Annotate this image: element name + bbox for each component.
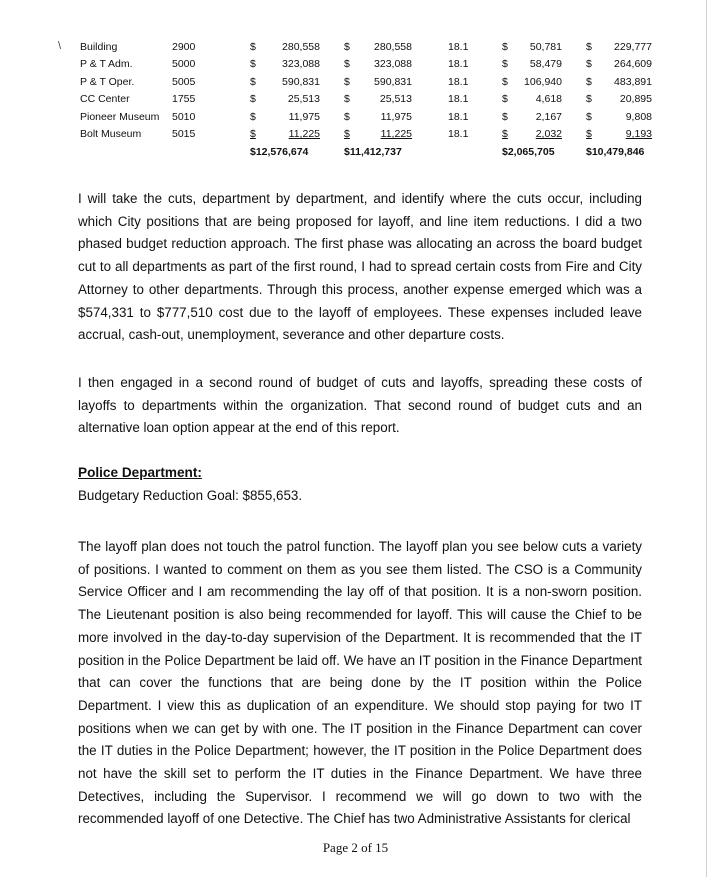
amount-col1: 25,513 bbox=[287, 93, 320, 106]
amount-col2: 11,975 bbox=[380, 110, 412, 123]
spacer bbox=[320, 73, 344, 91]
spacer bbox=[412, 56, 448, 74]
currency-symbol: $ bbox=[344, 128, 350, 141]
amount-col1: 11,975 bbox=[288, 110, 320, 123]
amount-col4: 229,777 bbox=[614, 40, 652, 53]
spacer bbox=[562, 56, 586, 74]
amount-col3: 2,167 bbox=[535, 110, 562, 123]
currency-symbol: $ bbox=[502, 128, 508, 141]
paragraph-cuts-approach: I will take the cuts, department by department, and identify where the cuts occur, including which City positions that are being proposed for layoff, and line item reductions. I did a two phased budget reduction approach. The first phase was allocating an across the board budget cut to all departments as part of the first round, I had to spread certain costs from Fire and City Attorney to other departments. Through this process, another expense emerged which was a $574,331 to $777,510 cost due to the layoff of employees. These expenses included leave accrual, cash-out, unemployment, severance and other departure costs. bbox=[78, 191, 642, 343]
paragraph-second-round: I then engaged in a second round of budget of cuts and layoffs, spreading these costs of layoffs to departments within the organization. That second round of budget cuts and an alternative loan option appear at the end of this report. bbox=[78, 375, 642, 436]
currency-symbol: $ bbox=[344, 110, 350, 123]
spacer bbox=[448, 143, 502, 161]
spacer bbox=[320, 108, 344, 126]
currency-symbol: $ bbox=[502, 93, 508, 106]
department-name: P & T Adm. bbox=[80, 58, 133, 71]
spacer bbox=[412, 38, 448, 56]
spacer bbox=[412, 143, 448, 161]
table-row bbox=[80, 56, 652, 74]
total-col3: $2,065,705 bbox=[502, 145, 555, 158]
total-col4: $10,479,846 bbox=[586, 145, 645, 158]
currency-symbol: $ bbox=[586, 110, 592, 123]
amount-col3: 50,781 bbox=[529, 40, 562, 53]
department-name: CC Center bbox=[80, 93, 130, 106]
currency-symbol: $ bbox=[344, 58, 350, 71]
currency-symbol: $ bbox=[250, 128, 256, 141]
spacer bbox=[320, 38, 344, 56]
currency-symbol: $ bbox=[502, 40, 508, 53]
currency-symbol: $ bbox=[502, 110, 508, 123]
spacer bbox=[562, 126, 586, 144]
currency-symbol: $ bbox=[586, 40, 592, 53]
table-row bbox=[80, 73, 652, 91]
currency-symbol: $ bbox=[586, 128, 592, 141]
budget-table bbox=[80, 38, 652, 161]
spacer bbox=[320, 91, 344, 109]
amount-col3: 58,479 bbox=[529, 58, 562, 71]
margin-mark: \ bbox=[58, 40, 62, 52]
table-row bbox=[80, 108, 652, 126]
amount-col2: 11,225 bbox=[380, 128, 412, 141]
currency-symbol: $ bbox=[502, 58, 508, 71]
spacer bbox=[562, 143, 586, 161]
amount-col4: 9,193 bbox=[625, 128, 652, 141]
amount-col4: 9,808 bbox=[625, 110, 652, 123]
department-name: Pioneer Museum bbox=[80, 110, 160, 123]
department-code: 5015 bbox=[172, 128, 196, 141]
spacer bbox=[172, 143, 250, 161]
department-name: P & T Oper. bbox=[80, 75, 135, 88]
currency-symbol: $ bbox=[250, 58, 256, 71]
total-col1: $12,576,674 bbox=[250, 145, 309, 158]
department-code: 2900 bbox=[172, 40, 196, 53]
currency-symbol: $ bbox=[586, 58, 592, 71]
department-code: 5000 bbox=[172, 58, 196, 71]
spacer bbox=[320, 56, 344, 74]
currency-symbol: $ bbox=[250, 110, 256, 123]
spacer bbox=[80, 143, 172, 161]
spacer bbox=[562, 108, 586, 126]
amount-col1: 280,558 bbox=[282, 40, 320, 53]
currency-symbol: $ bbox=[250, 40, 256, 53]
rate-value: 18.1 bbox=[448, 93, 469, 106]
currency-symbol: $ bbox=[586, 93, 592, 106]
currency-symbol: $ bbox=[250, 75, 256, 88]
spacer bbox=[320, 126, 344, 144]
spacer bbox=[562, 38, 586, 56]
currency-symbol: $ bbox=[344, 40, 350, 53]
amount-col2: 25,513 bbox=[379, 93, 412, 106]
amount-col3: 106,940 bbox=[524, 75, 562, 88]
spacer bbox=[562, 91, 586, 109]
section-heading-police: Police Department: bbox=[78, 465, 202, 480]
totals-row bbox=[80, 143, 652, 161]
spacer bbox=[412, 73, 448, 91]
rate-value: 18.1 bbox=[448, 40, 469, 53]
amount-col2: 323,088 bbox=[374, 58, 412, 71]
spacer bbox=[412, 126, 448, 144]
reduction-goal: Budgetary Reduction Goal: $855,653. bbox=[78, 488, 303, 503]
department-code: 1755 bbox=[172, 93, 196, 106]
rate-value: 18.1 bbox=[448, 128, 469, 141]
currency-symbol: $ bbox=[344, 75, 350, 88]
department-code: 5010 bbox=[172, 110, 196, 123]
spacer bbox=[412, 108, 448, 126]
spacer bbox=[320, 143, 344, 161]
table-row bbox=[80, 126, 652, 144]
amount-col4: 264,609 bbox=[614, 58, 652, 71]
rate-value: 18.1 bbox=[448, 110, 469, 123]
spacer bbox=[562, 73, 586, 91]
rate-value: 18.1 bbox=[448, 75, 469, 88]
amount-col1: 590,831 bbox=[282, 75, 320, 88]
department-name: Building bbox=[80, 40, 118, 53]
currency-symbol: $ bbox=[502, 75, 508, 88]
amount-col3: 2,032 bbox=[535, 128, 562, 141]
department-code: 5005 bbox=[172, 75, 196, 88]
table-row bbox=[80, 91, 652, 109]
currency-symbol: $ bbox=[586, 75, 592, 88]
amount-col1: 323,088 bbox=[282, 58, 320, 71]
currency-symbol: $ bbox=[250, 93, 256, 106]
amount-col4: 483,891 bbox=[614, 75, 652, 88]
page-number: Page 2 of 15 bbox=[322, 840, 389, 855]
department-name: Bolt Museum bbox=[80, 128, 142, 141]
table-row bbox=[80, 38, 652, 56]
page-edge-line bbox=[706, 0, 707, 877]
currency-symbol: $ bbox=[344, 93, 350, 106]
rate-value: 18.1 bbox=[448, 58, 469, 71]
amount-col4: 20,895 bbox=[619, 93, 652, 106]
amount-col3: 4,618 bbox=[535, 93, 562, 106]
paragraph-layoff-plan: The layoff plan does not touch the patrol function. The layoff plan you see below cuts a variety of positions. I wanted to comment on them as you see them listed. The CSO is a Community Service Officer and I am recommending the lay off of that position. It is a non-sworn position. The Lieutenant position is also being recommended for layoff. This will cause the Chief to be more involved in the day-to-day supervision of the Department. It is recommended that the IT position in the Police Department be laid off. We have an IT position in the Finance Department that can cover the functions that are being done by the IT position within the Police Department. I view this as duplication of an expenditure. We should stop paying for two IT positions when we can get by with one. The IT position in the Finance Department can cover the IT duties in the Police Department; however, the IT position in the Police Department does not have the skill set to perform the IT duties in the Finance Department. We have three Detectives, including the Supervisor. I recommend we will go down to two with the recommended layoff of one Detective. The Chief has two Administrative Assistants for clerical bbox=[78, 539, 642, 827]
amount-col2: 280,558 bbox=[374, 40, 412, 53]
amount-col1: 11,225 bbox=[288, 128, 320, 141]
total-col2: $11,412,737 bbox=[344, 145, 402, 158]
spacer bbox=[412, 91, 448, 109]
amount-col2: 590,831 bbox=[374, 75, 412, 88]
